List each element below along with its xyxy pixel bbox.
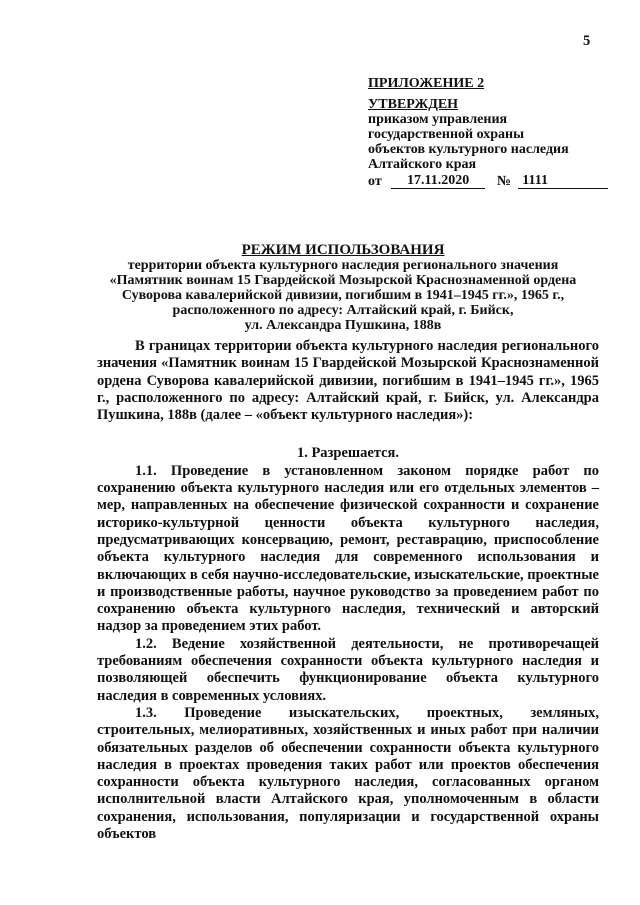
appendix-line: приказом управления	[368, 112, 508, 127]
section-heading: 1. Разрешается.	[296, 445, 400, 462]
order-number: 1111	[518, 173, 608, 189]
clause-1-1: 1.1. Проведение в установленном законом порядке работ по сохранению объекта культурного наследия или его отдельных элементов – мер, направленных на обеспечение физической сохранности и сохранение историко-культурной ценности объекта культурного наследия, предусматривающих консервацию, ремонт, реставрацию, приспособление объекта культурного наследия для современного использования и включающих в себя научно-исследовательские, изыскательские, проектные и производственные работы, научное руководство за проведением работ по сохранению объекта культурного наследия, технический и авторский надзор за проведением этих работ.	[97, 462, 599, 635]
title-line: расположенного по адресу: Алтайский край, г. Бийск,	[172, 303, 514, 318]
appendix-line: государственной охраны	[368, 127, 525, 142]
approved-label: УТВЕРЖДЕН	[368, 97, 459, 112]
title-line: Суворова кавалерийской дивизии, погибшим в 1941–1945 гг.», 1965 г.,	[121, 288, 565, 303]
document-body	[97, 338, 599, 843]
appendix-line: объектов культурного наследия	[368, 142, 569, 157]
appendix-label: ПРИЛОЖЕНИЕ 2	[368, 76, 485, 91]
document-title: РЕЖИМ ИСПОЛЬЗОВАНИЯ	[241, 242, 445, 258]
number-prefix: №	[496, 174, 511, 189]
title-line: ул. Александра Пушкина, 188в	[244, 318, 442, 333]
clause-1-2: 1.2. Ведение хозяйственной деятельности, не противоречащей требованиям обеспечения сохранности объекта культурного наследия и позволяющей обеспечить функционирование объекта культурного наследия в современных условиях.	[97, 635, 599, 704]
title-line: территории объекта культурного наследия регионального значения	[127, 258, 559, 273]
date-prefix: от	[368, 174, 382, 189]
title-line: «Памятник воинам 15 Гвардейской Мозырской Краснознаменной ордена	[109, 273, 577, 288]
appendix-block	[368, 76, 608, 189]
order-date: 17.11.2020	[391, 173, 485, 189]
order-date-row	[368, 173, 608, 189]
appendix-line: Алтайского края	[368, 157, 477, 172]
page-number: 5	[583, 33, 591, 49]
document-title-block	[92, 243, 594, 333]
clause-1-3: 1.3. Проведение изыскательских, проектных, земляных, строительных, мелиоративных, хозяйственных и иных работ при наличии обязательных разделов об обеспечении сохранности объекта культурного наследия в проектах проведения таких работ или проектов обеспечения сохранности объекта культурного наследия, согласованных органом исполнительной власти Алтайского края, уполномоченным в области сохранения, использования, популяризации и государственной охраны объектов	[97, 704, 599, 843]
intro-paragraph: В границах территории объекта культурного наследия регионального значения «Памятник воинам 15 Гвардейской Мозырской Краснознаменной ордена Суворова кавалерийской дивизии, погибшим в 1941–1945 гг.», 1965 г., расположенного по адресу: Алтайский край, г. Бийск, ул. Александра Пушкина, 188в (далее – «объект культурного наследия»):	[97, 338, 599, 424]
